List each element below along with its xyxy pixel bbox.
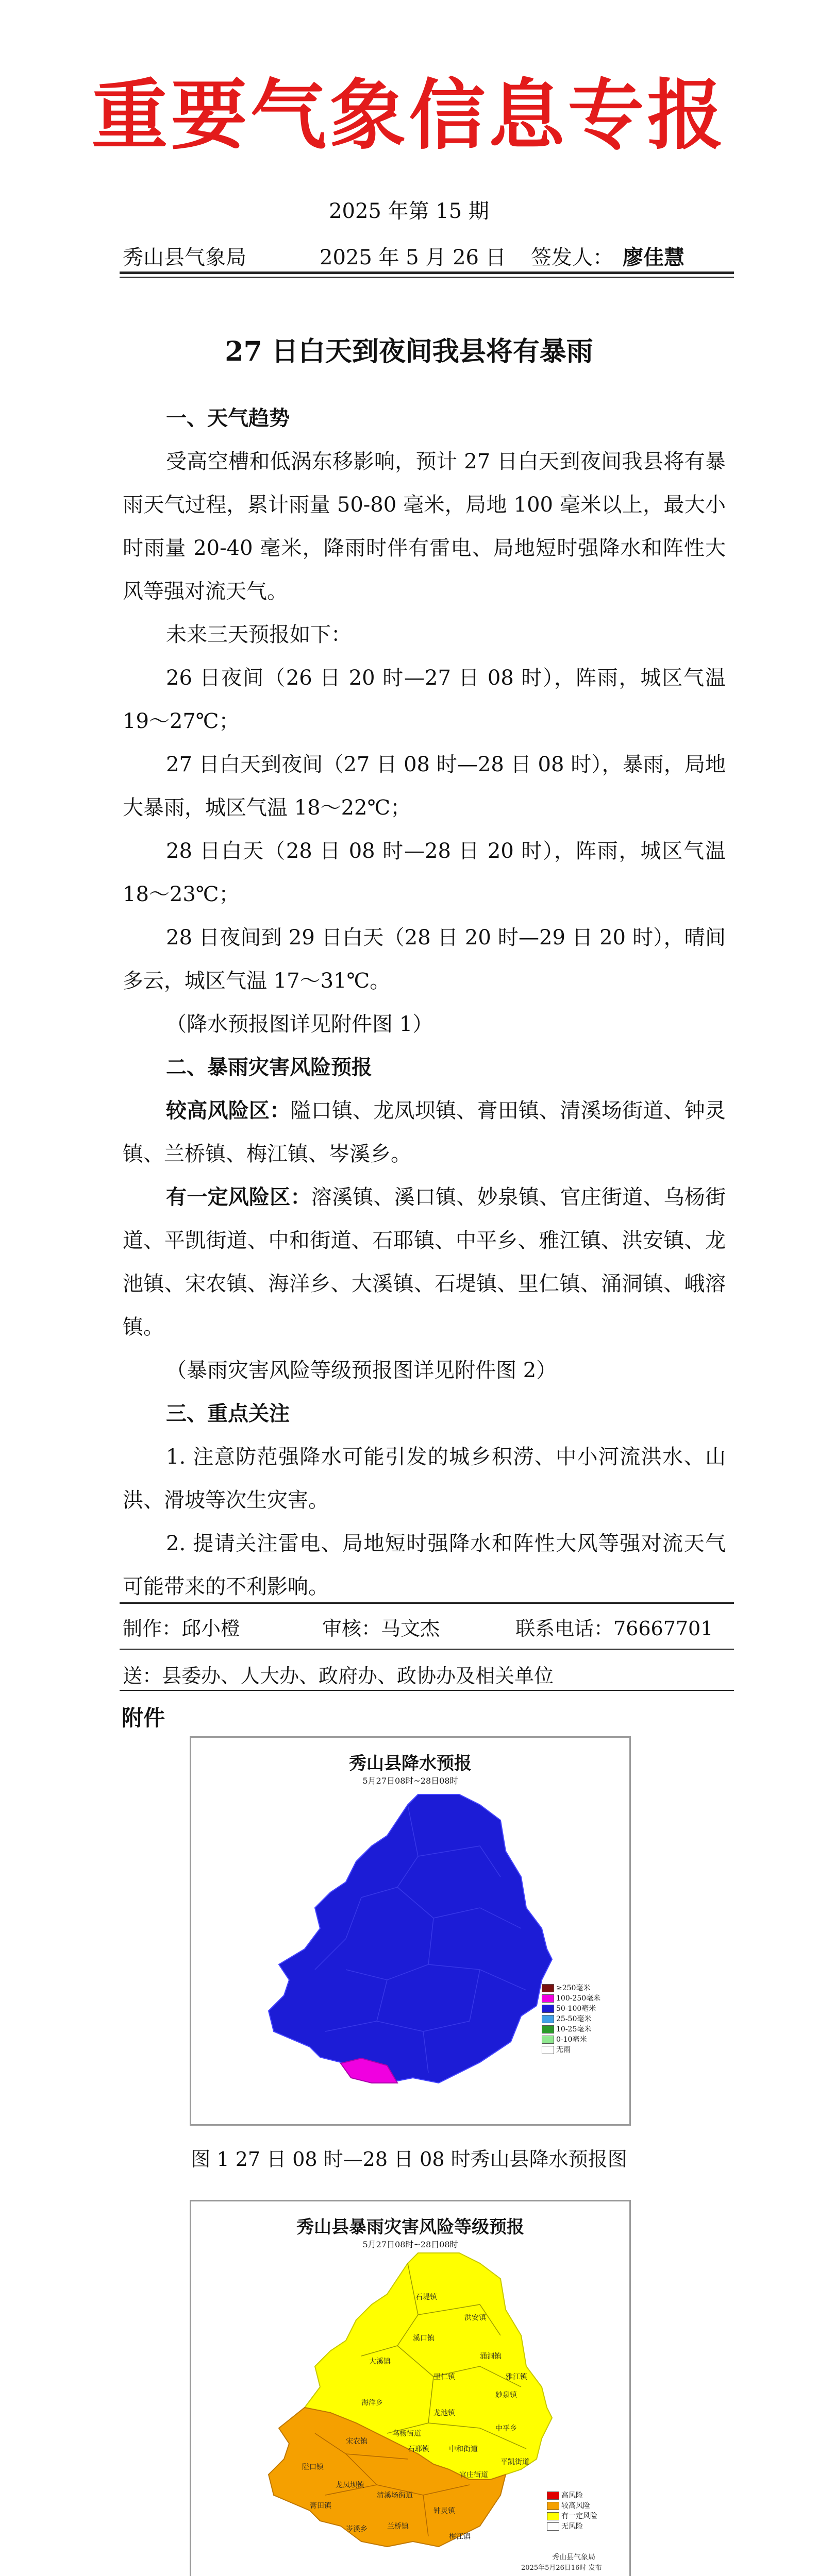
rain-map-subtitle: 5月27日08时~28日08时: [362, 1776, 458, 1786]
issue-number: 2025 年第 15 期: [329, 199, 489, 223]
reviewer: 审核：马文杰: [322, 1617, 440, 1640]
rain-map-note: （降水预报图详见附件图 1）: [166, 1012, 433, 1036]
place-label: 兰桥镇: [387, 2522, 409, 2531]
place-label: 龙池镇: [433, 2409, 455, 2417]
risk-legend-item: 有一定风险: [547, 2511, 597, 2521]
place-label: 涌洞镇: [480, 2352, 502, 2361]
rain-area-50-100: [269, 1794, 552, 2083]
focus-item-2: 2. 提请关注雷电、局地短时强降水和阵性大风等强对流天气可能带来的不利影响。: [123, 1532, 726, 1599]
rain-legend-swatch: [542, 1994, 554, 2003]
risk-legend-swatch: [547, 2512, 559, 2520]
header-rule-thick: [120, 272, 734, 274]
signer-label: 签发人：: [531, 246, 613, 269]
forecast-28-night-29-day: 28 日夜间到 29 日白天（28 日 20 时—29 日 20 时），晴间多云，城区气温 17～31℃。: [123, 926, 726, 993]
place-label: 钟灵镇: [433, 2507, 455, 2515]
high-risk-label: 较高风险区：: [166, 1098, 291, 1123]
place-label: 乌杨街道: [392, 2430, 421, 2438]
forecast-intro: 未来三天预报如下：: [166, 623, 352, 647]
risk-map-note: （暴雨灾害风险等级预报图详见附件图 2）: [166, 1359, 557, 1382]
place-label: 中平乡: [495, 2425, 517, 2433]
place-label: 石堤镇: [415, 2293, 437, 2301]
focus-item-1: 1. 注意防范强降水可能引发的城乡积涝、中小河流洪水、山洪、滑坡等次生灾害。: [123, 1445, 726, 1512]
contact-phone: 联系电话：76667701: [515, 1617, 713, 1640]
rain-legend-item: 25-50毫米: [542, 2013, 591, 2024]
rain-legend-item: 10-25毫米: [542, 2024, 591, 2034]
weather-summary: 受高空槽和低涡东移影响，预计 27 日白天到夜间我县将有暴雨天气过程，累计雨量 50-80 毫米，局地 100 毫米以上，最大小时雨量 20-40 毫米，降雨时伴有雷电、局地短时强降水和阵性大风等强对流天气。: [123, 450, 726, 603]
place-label: 大溪镇: [369, 2358, 391, 2366]
section-focus-heading: 三、重点关注: [166, 1402, 290, 1426]
risk-legend-swatch: [547, 2502, 559, 2510]
issue-date: 2025 年 5 月 26 日: [320, 246, 506, 269]
rain-legend-swatch: [542, 1984, 554, 1992]
place-label: 宋农镇: [346, 2437, 368, 2446]
rain-legend-item: ≥250毫米: [542, 1982, 590, 1993]
section-risk-heading: 二、暴雨灾害风险预报: [166, 1056, 372, 1079]
rain-legend-swatch: [542, 2025, 554, 2033]
forecast-27-day-night: 27 日白天到夜间（27 日 08 时—28 日 08 时），暴雨，局地大暴雨，城区气温 18～22℃；: [123, 753, 726, 820]
rain-map-caption: 图 1 27 日 08 时—28 日 08 时秀山县降水预报图: [191, 2148, 627, 2171]
place-label: 海洋乡: [361, 2399, 383, 2407]
high-risk-list: 隘口镇、龙凤坝镇、膏田镇、清溪场街道、钟灵镇、兰桥镇、梅江镇、岑溪乡。: [123, 1099, 726, 1166]
signer-name: 廖佳慧: [623, 245, 685, 269]
footer-rule-mid: [120, 1649, 734, 1650]
place-label: 妙泉镇: [495, 2391, 517, 2399]
risk-legend-swatch: [547, 2522, 559, 2531]
distribution-list: 送：县委办、人大办、政府办、政协办及相关单位: [123, 1665, 554, 1687]
rain-map-title: 秀山县降水预报: [349, 1753, 472, 1774]
masthead-title: 重要气象信息专报: [91, 71, 727, 160]
risk-map-subtitle: 5月27日08时~28日08时: [362, 2240, 458, 2249]
footer-rule-bottom: [120, 1690, 734, 1691]
header-rule-thin: [120, 277, 734, 278]
rain-legend-swatch: [542, 2005, 554, 2013]
rain-legend-item: 无雨: [542, 2044, 571, 2055]
place-label: 里仁镇: [433, 2373, 455, 2381]
place-label: 雅江镇: [506, 2373, 527, 2381]
moderate-risk-label: 有一定风险区：: [166, 1185, 311, 1209]
place-label: 岑溪乡: [346, 2525, 368, 2533]
forecast-28-day: 28 日白天（28 日 08 时—28 日 20 时），阵雨，城区气温 18～23℃；: [123, 839, 726, 906]
place-label: 平凯街道: [500, 2458, 529, 2466]
issuing-org: 秀山县气象局: [123, 246, 246, 269]
rain-legend-swatch: [542, 2036, 554, 2044]
risk-legend-swatch: [547, 2492, 559, 2500]
section-weather-trend-heading: 一、天气趋势: [166, 406, 290, 430]
rain-legend-item: 50-100毫米: [542, 2003, 596, 2013]
risk-forecast-map: [190, 2200, 631, 2576]
footer-rule-top: [120, 1602, 734, 1604]
place-label: 石耶镇: [408, 2445, 429, 2453]
attachment-heading: 附件: [122, 1705, 165, 1731]
rain-map-graphic: [191, 1774, 629, 2124]
place-label: 龙凤坝镇: [336, 2481, 364, 2489]
high-risk-zone: [123, 1089, 726, 1176]
place-label: 梅江镇: [449, 2533, 471, 2541]
risk-legend-item: 高风险: [547, 2490, 583, 2500]
risk-legend-item: 无风险: [547, 2521, 583, 2531]
place-label: 中和街道: [449, 2445, 478, 2453]
risk-map-credit-date: 2025年5月26日16时 发布: [521, 2564, 602, 2572]
rain-legend-swatch: [542, 2046, 554, 2054]
moderate-risk-zone: [123, 1176, 726, 1349]
report-title: 27 日白天到夜间我县将有暴雨: [225, 336, 593, 367]
rain-legend-swatch: [542, 2015, 554, 2023]
place-label: 洪安镇: [464, 2314, 486, 2322]
rain-forecast-map: [190, 1736, 631, 2126]
place-label: 溪口镇: [413, 2334, 435, 2343]
place-label: 官庄街道: [459, 2471, 488, 2479]
place-label: 膏田镇: [310, 2502, 331, 2510]
rain-legend-item: 0-10毫米: [542, 2034, 587, 2044]
forecast-26-night: 26 日夜间（26 日 20 时—27 日 08 时），阵雨，城区气温 19～27℃；: [123, 666, 726, 733]
place-label: 隘口镇: [302, 2463, 324, 2471]
risk-map-credit: 秀山县气象局: [552, 2553, 595, 2562]
maker: 制作：邱小橙: [123, 1617, 241, 1640]
risk-map-title: 秀山县暴雨灾害风险等级预报: [296, 2217, 524, 2238]
rain-legend-item: 100-250毫米: [542, 1993, 600, 2003]
risk-legend-item: 较高风险: [547, 2500, 590, 2511]
place-label: 清溪场街道: [377, 2492, 413, 2500]
moderate-risk-list: 溶溪镇、溪口镇、妙泉镇、官庄街道、乌杨街道、平凯街道、中和街道、石耶镇、中平乡、雅江镇、洪安镇、龙池镇、宋农镇、海洋乡、大溪镇、石堤镇、里仁镇、涌洞镇、峨溶镇。: [123, 1185, 726, 1339]
report-body: [123, 397, 726, 1608]
